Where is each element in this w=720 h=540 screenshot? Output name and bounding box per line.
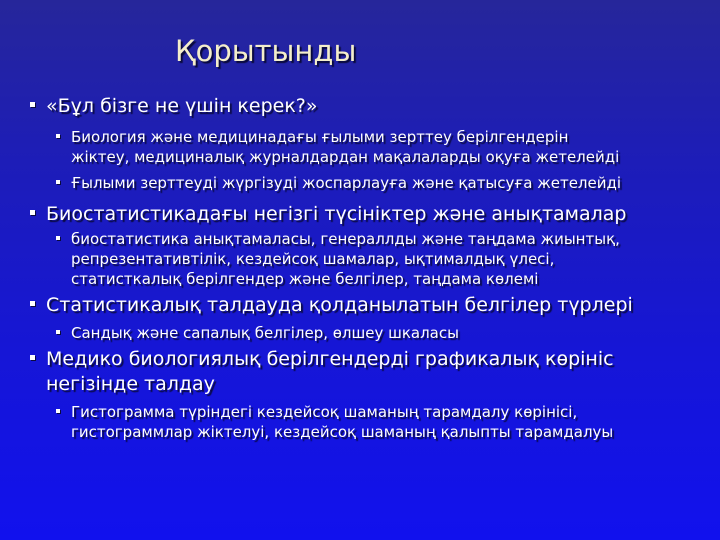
sub-bullet-item	[71, 127, 711, 167]
bullet-item	[46, 293, 716, 318]
sub-bullet-item	[71, 323, 711, 343]
bullet-text: «Бұл бізге не үшін керек?»	[46, 95, 318, 117]
sub-bullet-item	[71, 402, 711, 442]
bullet-item	[46, 347, 716, 397]
sub-bullet-line: Ғылыми зерттеуді жүргізуді жоспарлауға және қатысуға жетелейді	[71, 174, 622, 192]
bullet-item	[46, 94, 716, 119]
bullet-marker-icon	[30, 210, 35, 215]
bullet-line: негізінде талдау	[46, 373, 215, 395]
sub-bullet-line: гистограммлар жіктелуі, кездейсоқ шаманың қалыпты тарамдалуы	[71, 423, 614, 441]
sub-bullet-line: биостатистика анықтамаласы, генераллды және таңдама жиынтық,	[71, 230, 620, 248]
bullet-marker-icon	[30, 102, 35, 107]
sub-bullet-line: репрезентативтілік, кездейсоқ шамалар, ықтималдық үлесі,	[71, 250, 555, 268]
sub-bullet-item	[71, 173, 711, 193]
sub-bullet-line: статисткалық берілгендер және белгілер, таңдама көлемі	[71, 270, 539, 288]
bullet-text: Биостатистикадағы негізгі түсініктер және анықтамалар	[46, 203, 627, 225]
bullet-item	[46, 202, 716, 227]
sub-bullet-item	[71, 229, 711, 289]
sub-bullet-line: Гистограмма түріндегі кездейсоқ шаманың тарамдалу көрінісі,	[71, 403, 578, 421]
bullet-text: Статистикалық талдауда қолданылатын белгілер түрлері	[46, 294, 633, 316]
bullet-line: Медико биологиялық берілгендерді графикалық көрініс	[46, 348, 614, 370]
sub-bullet-line: Биология және медицинадағы ғылыми зерттеу берілгендерін	[71, 128, 569, 146]
sub-bullet-marker-icon	[56, 409, 60, 413]
sub-bullet-line: жіктеу, медициналық журналдардан мақалаларды оқуға жетелейді	[71, 148, 620, 166]
slide-title: Қорытынды	[175, 34, 357, 68]
bullet-marker-icon	[30, 355, 35, 360]
sub-bullet-marker-icon	[56, 330, 60, 334]
bullet-marker-icon	[30, 301, 35, 306]
sub-bullet-marker-icon	[56, 236, 60, 240]
sub-bullet-marker-icon	[56, 134, 60, 138]
sub-bullet-marker-icon	[56, 180, 60, 184]
sub-bullet-line: Сандық және сапалық белгілер, өлшеу шкаласы	[71, 324, 459, 342]
